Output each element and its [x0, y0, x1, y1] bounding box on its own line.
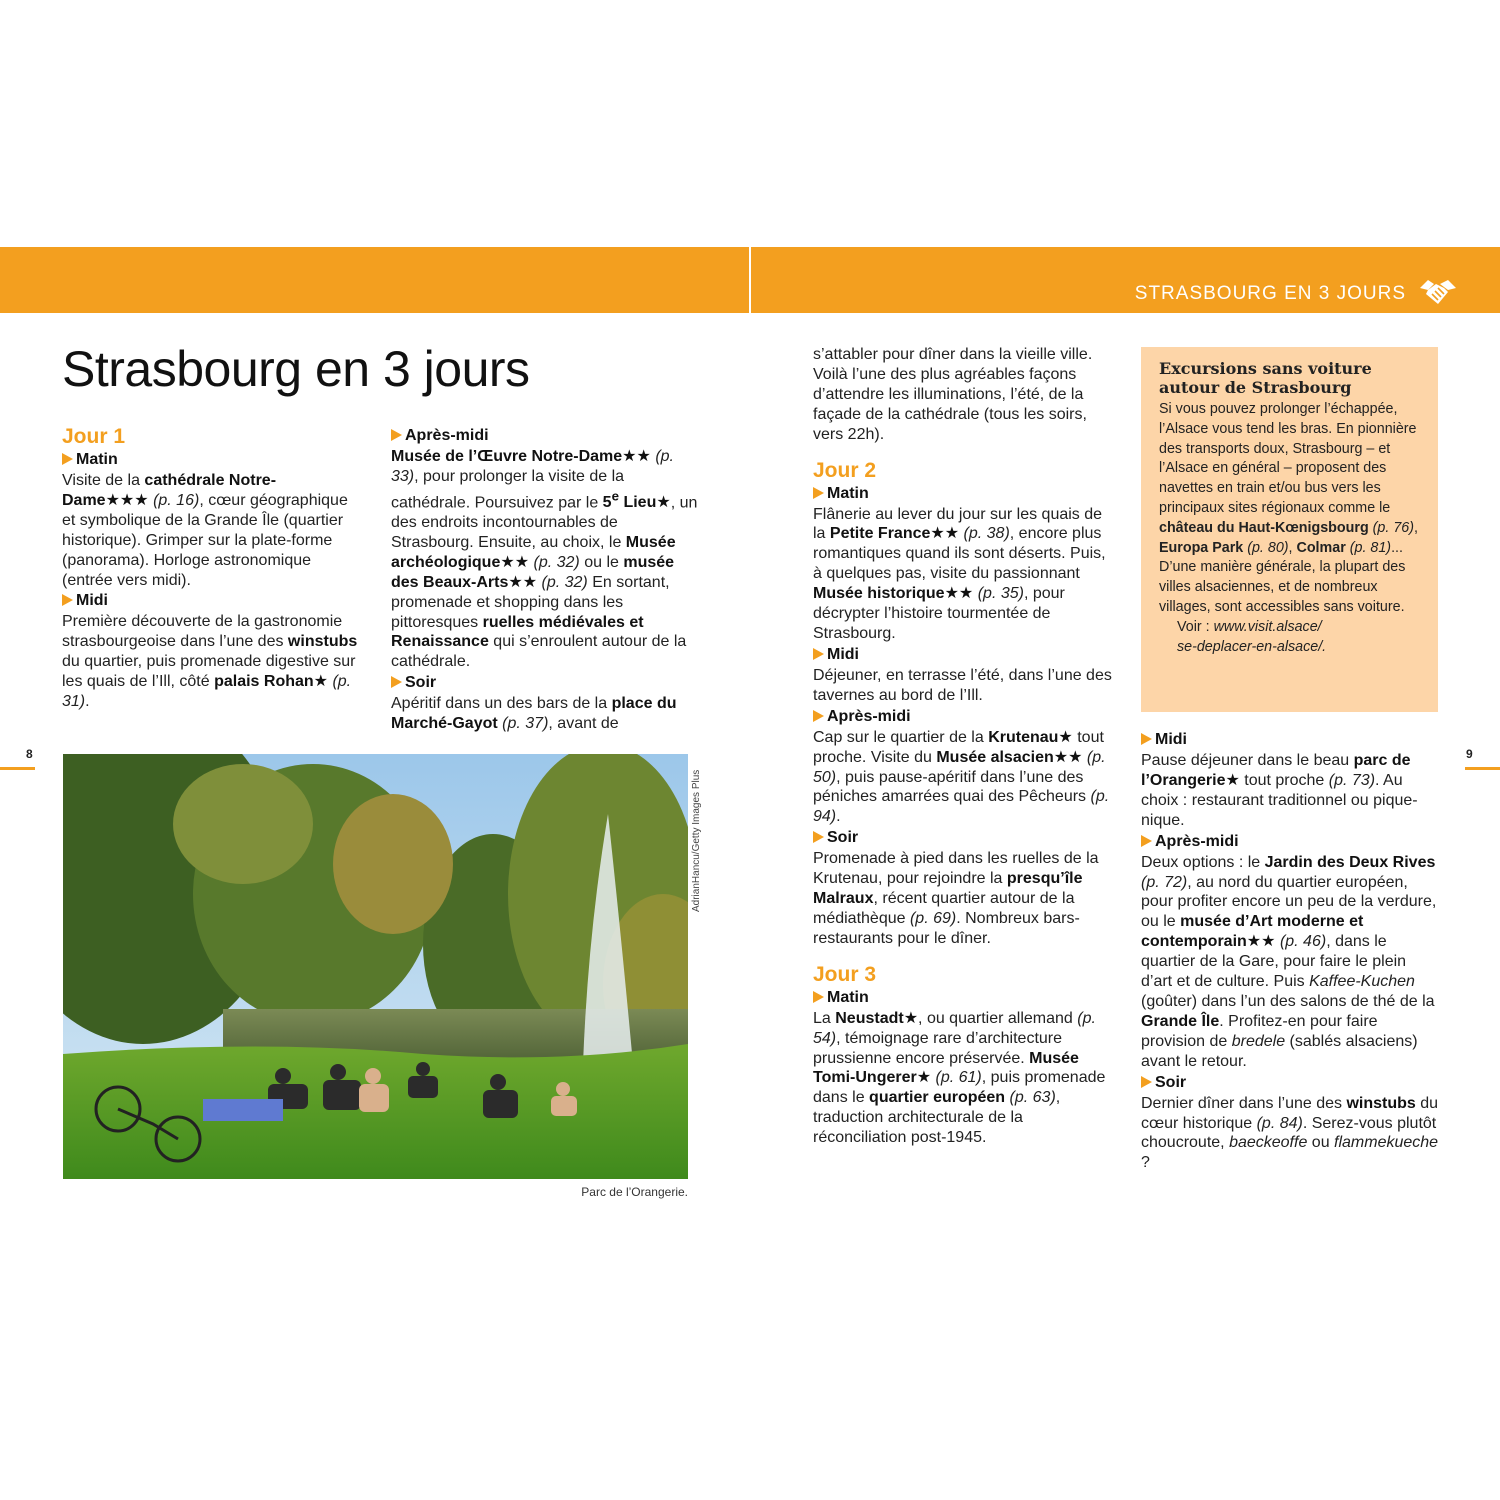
paragraph: Musée de l’Œuvre Notre-Dame★★ (p. 33), pour prolonger la visite de la cathédrale. Poursuivez par le 5e Lieu★, un des endroits incontournables de Strasbourg. Ensuite, au choix, le Musée archéologique★★ (p. 32) ou le musée des Beaux-Arts★★ (p. 32) En sortant, promenade et shopping dans les pittoresques ruelles médiévales et Renaissance qui s’enroulent autour de la cathédrale. [391, 448, 698, 671]
paragraph: Dernier dîner dans l’une des winstubs du cœur historique (p. 84). Serez-vous plutôt choucroute, baeckeoffe ou flammekueche ? [1141, 1094, 1439, 1172]
triangle-icon [391, 676, 402, 688]
triangle-icon [62, 594, 73, 606]
paragraph: Première découverte de la gastronomie strasbourgeoise dans l’une des winstubs du quartier, puis promenade digestive sur les quais de l’Ill, côté palais Rohan★ (p. 31). [62, 613, 358, 711]
page-title: Strasbourg en 3 jours [62, 341, 530, 397]
section-heading: Soir [1141, 1072, 1441, 1094]
paragraph: Deux options : le Jardin des Deux Rives (p. 72), au nord du quartier européen, pour profiter encore un peu de la verdure, ou le musée d’Art moderne et contemporain★★ (p. 46), dans le quartier de la Gare, pour faire le plein d’art et de culture. Puis Kaffee-Kuchen (goûter) dans l’un des salons de thé de la Grande Île. Profitez-en pour faire provision de bredele (sablés alsaciens) avant le retour. [1141, 853, 1437, 1070]
header-band-left [0, 247, 749, 313]
running-header: STRASBOURG EN 3 JOURS [1134, 283, 1406, 304]
section-heading: Soir [391, 672, 701, 694]
paragraph: Déjeuner, en terrasse l’été, dans l’une des tavernes au bord de l’Ill. [813, 666, 1112, 704]
paragraph: Promenade à pied dans les ruelles de la Krutenau, pour rejoindre la presqu’île Malraux, récent quartier autour de la médiathèque (p. 69). Nombreux bars-restaurants pour le dîner. [813, 850, 1099, 947]
section-heading: Midi [813, 644, 1115, 666]
paragraph: Visite de la cathédrale Notre-Dame★★★ (p. 16), cœur géographique et symbolique de la Grande Île (quartier historique). Grimper sur la plate-forme (panorama). Horloge astronomique (entrée vers midi). [62, 472, 348, 589]
section-heading: Midi [1141, 729, 1441, 751]
photo-caption: Parc de l’Orangerie. [581, 1185, 688, 1199]
column-2 [391, 425, 701, 734]
triangle-icon [813, 831, 824, 843]
column-4 [1141, 729, 1441, 1173]
page-number-left: 8 [26, 747, 33, 761]
column-1 [62, 425, 362, 712]
triangle-icon [813, 487, 824, 499]
triangle-icon [813, 991, 824, 1003]
paragraph: La Neustadt★, ou quartier allemand (p. 54), témoignage rare d’architecture prussienne encore préservée. Musée Tomi-Ungerer★ (p. 61), puis promenade dans le quartier européen (p. 63), traduction architecturale de la réconciliation post-1945. [813, 1009, 1106, 1147]
paragraph: Pause déjeuner dans le beau parc de l’Orangerie★ tout proche (p. 73). Au choix : restaurant traditionnel ou pique-nique. [1141, 752, 1418, 829]
park-photo [63, 754, 688, 1179]
triangle-icon [1141, 1076, 1152, 1088]
column-3 [813, 345, 1115, 1148]
box-link[interactable]: Voir : www.visit.alsace/ se-deplacer-en-alsace/. [1177, 618, 1327, 655]
handshake-icon [1418, 276, 1458, 310]
day-heading: Jour 2 [813, 458, 877, 482]
day-heading: Jour 3 [813, 962, 877, 986]
section-heading: Matin [62, 449, 362, 471]
paragraph: Apéritif dans un des bars de la place du Marché-Gayot (p. 37), avant de [391, 695, 677, 733]
triangle-icon [1141, 835, 1152, 847]
section-heading: Soir [813, 827, 1115, 849]
section-heading: Après-midi [1141, 831, 1441, 853]
page-tick-right [1465, 767, 1500, 770]
box-title: Excursions sans voiture autour de Strasbourg [1159, 359, 1372, 397]
section-heading: Après-midi [391, 425, 701, 447]
paragraph: Cap sur le quartier de la Krutenau★ tout proche. Visite du Musée alsacien★★ (p. 50), puis pause-apéritif dans l’une des péniches amarrées quai des Pêcheurs (p. 94). [813, 728, 1110, 826]
triangle-icon [813, 648, 824, 660]
section-heading: Midi [62, 590, 362, 612]
paragraph: s’attabler pour dîner dans la vieille ville. Voilà l’une des plus agréables façons d’attendre les illuminations, l’été, de la façade de la cathédrale (tous les soirs, vers 22h). [813, 346, 1093, 443]
photo-credit: AdrianHancu/Getty Images Plus [691, 769, 702, 912]
orangerie-park-image [63, 754, 688, 1179]
section-heading: Matin [813, 483, 1115, 505]
triangle-icon [813, 710, 824, 722]
box-text: Si vous pouvez prolonger l’échappée, l’Alsace vous tend les bras. En pionnière des transports doux, Strasbourg – et l’Alsace en général – proposent des navettes en train et/ou bus vers les principaux sites régionaux comme le château du Haut-Kœnigsbourg (p. 76), Europa Park (p. 80), Colmar (p. 81)... D’une manière générale, la plupart des villes alsaciennes, et de nombreux villages, sont accessibles sans voiture. Voir : www.visit.alsace/ se-deplacer-en-alsace/. [1159, 400, 1420, 657]
triangle-icon [1141, 733, 1152, 745]
paragraph: Flânerie au lever du jour sur les quais de la Petite France★★ (p. 38), encore plus romantiques quand ils sont déserts. Puis, à quelques pas, visite du passionnant Musée historique★★ (p. 35), pour décrypter l’histoire tourmentée de Strasbourg. [813, 505, 1106, 642]
sidebar-box [1141, 347, 1438, 712]
triangle-icon [391, 429, 402, 441]
page-number-right: 9 [1466, 747, 1473, 761]
section-heading: Matin [813, 987, 1115, 1009]
triangle-icon [62, 453, 73, 465]
day-heading: Jour 1 [62, 425, 126, 448]
page-tick-left [0, 767, 35, 770]
section-heading: Après-midi [813, 706, 1115, 728]
